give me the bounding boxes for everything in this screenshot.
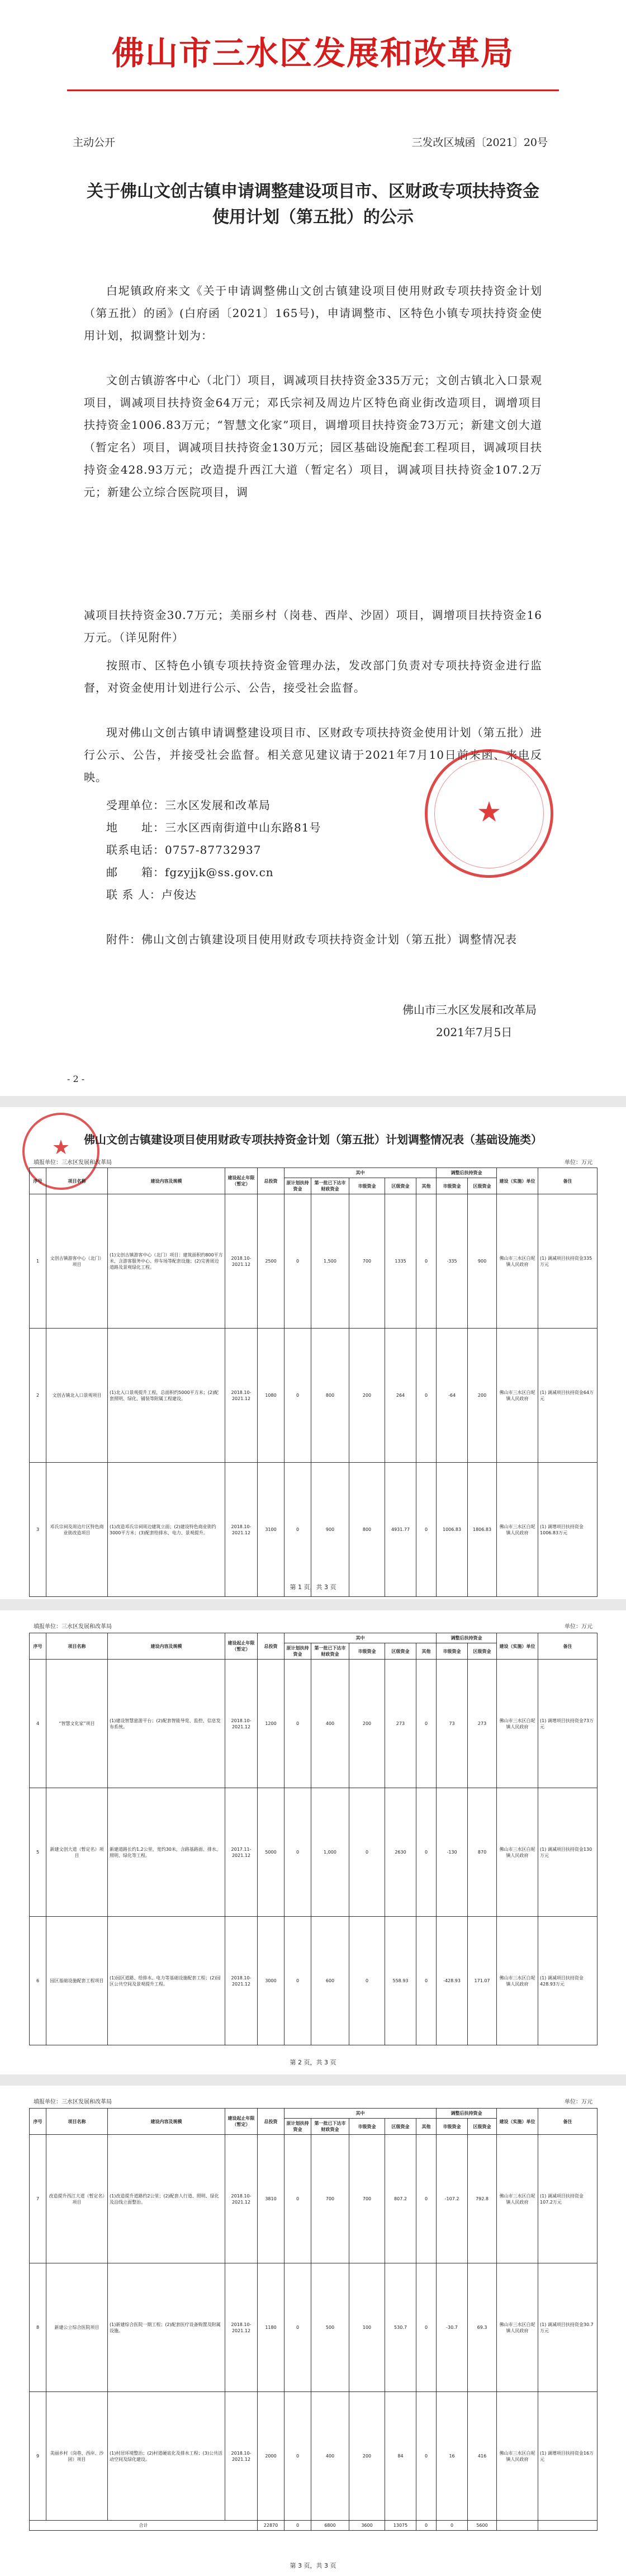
cell-remark: (1) 调减项目扶持资金428.93万元 [538, 1917, 597, 2045]
header-content: 建设内容及规模 [108, 2109, 225, 2135]
cell-total: 2500 [258, 1194, 284, 1329]
document-title: 关于佛山文创古镇申请调整建设项目市、区财政专项扶持资金使用计划（第五批）的公示 [87, 182, 539, 227]
cell-dist: 1335 [385, 1194, 416, 1329]
cell-note: 200 [468, 1329, 497, 1463]
cell-period: 2018.10-2021.12 [225, 2135, 258, 2263]
cell-content: (1)新建综合医院一期工程；(2)配套医疗设备购置及附属设施。 [108, 2263, 225, 2392]
cell-remark: (1) 调减项目扶持资金64万元 [538, 1329, 597, 1463]
cell-name: 美丽乡村（岗巷、西岸、沙固）项目 [46, 2392, 108, 2521]
cell-name: 文创古镇北入口景观项目 [46, 1329, 108, 1463]
cell-plan: 0 [284, 1660, 311, 1788]
cell-period: 2017.11-2021.12 [225, 1788, 258, 1917]
page-gap [0, 2074, 626, 2086]
cell-city: 200 [349, 1329, 385, 1463]
cell-seq: 9 [30, 2392, 46, 2521]
table-row [30, 1788, 597, 1917]
page-gap [0, 1096, 626, 1107]
cell-total: 2000 [258, 2392, 284, 2521]
cell-other: 0 [416, 1660, 437, 1788]
attachment-line: 附件：佛山文创古镇建设项目使用财政专项扶持资金计划（第五批）调整情况表 [106, 933, 517, 946]
cell-remark: (1) 调增项目扶持资金16万元 [538, 2392, 597, 2521]
paragraph-3: 减项目扶持资金30.7万元；美丽乡村（岗巷、西岸、沙固）项目，调增项目扶持资金16万元。（详见附件） [84, 608, 542, 644]
table-body [30, 2135, 597, 2521]
cell-adj: 400 [311, 1660, 349, 1788]
cell-name: 文创古镇游客中心（北门）项目 [46, 1194, 108, 1329]
page-number: - 2 - [67, 1074, 85, 1084]
header-dist: 区级资金 [385, 1178, 416, 1194]
cell-other: 0 [416, 1194, 437, 1329]
header-after: 调整后扶持资金 [437, 2109, 497, 2119]
cell-adj: 500 [311, 2263, 349, 2392]
cell-remark: (1) 调增项目扶持资金73万元 [538, 1660, 597, 1788]
paragraph-2: 文创古镇游客中心（北门）项目，调减项目扶持资金335万元；文创古镇北入口景观项目，调减项目扶持资金64万元；邓氏宗祠及周边片区特色商业街改造项目，调增项目扶持资金1006.83万元；“智慧文化家”项目，调增项目扶持资金73万元；新建文创大道（暂定名）项目，调减项目扶持资金130万元；园区基础设施配套工程项目，调减项目扶持资金428.93万元；改造提升西江大道（暂定名）项目，调减项目扶持资金107.2万元；新建公立综合医院项目，调 [84, 374, 542, 499]
table-footer: 第 1 页，共 3 页 [290, 1584, 336, 1591]
header-note: 备注 [538, 1633, 597, 1660]
cell-dist: 558.93 [385, 1917, 416, 2045]
cell-content: (1)改造提升道路约2公里；(2)配套人行道、照明、绿化及沿线立面整治。 [108, 2135, 225, 2263]
cell-city: 200 [349, 2392, 385, 2521]
cell-unit: 佛山市三水区白坭镇人民政府 [497, 2392, 538, 2521]
cell-other: 0 [416, 2263, 437, 2392]
cell-name: 园区基础设施配套工程项目 [46, 1917, 108, 2045]
cell-plan: 0 [284, 1917, 311, 2045]
funding-table-3 [29, 2108, 597, 2531]
cell-after: -428.93 [437, 1917, 468, 2045]
cell-after: -30.7 [437, 2263, 468, 2392]
cell-remark: (1) 调增项目扶持资金1006.83万元 [538, 1463, 597, 1597]
total-row [30, 2521, 597, 2531]
cell-after: 16 [437, 2392, 468, 2521]
header-adj: 第一批已下达市财政资金 [311, 1643, 349, 1660]
cell-name: “智慧文化家”项目 [46, 1660, 108, 1788]
cell-note: 69.3 [468, 2263, 497, 2392]
cell-dist: 530.7 [385, 2263, 416, 2392]
table-unit-label: 填报单位：三水区发展和改革局 [34, 1160, 112, 1166]
header-city: 市级资金 [437, 2119, 468, 2135]
cell-city: 700 [349, 2135, 385, 2263]
cell-adj: 600 [311, 1917, 349, 2045]
cell-seq: 6 [30, 1917, 46, 2045]
publicity-label: 主动公开 [73, 136, 116, 149]
cell-total: 3000 [258, 1917, 284, 2045]
header-seq: 序号 [30, 1633, 46, 1660]
cell-content: (1)建设智慧旅游平台；(2)配套智能导览、监控、信息发布系统。 [108, 1660, 225, 1788]
header-seq: 序号 [30, 1168, 46, 1194]
funding-table-1 [29, 1168, 597, 1597]
cell-adj: 1,000 [311, 1788, 349, 1917]
cell-seq: 4 [30, 1660, 46, 1788]
table-page-1 [0, 1107, 626, 1599]
table-unit-right: 单位：万元 [565, 1160, 592, 1166]
header-after: 调整后扶持资金 [437, 1168, 497, 1178]
header-other: 其他 [416, 2119, 437, 2135]
table-row [30, 2135, 597, 2263]
header-content: 建设内容及规模 [108, 1168, 225, 1194]
cell-city: 0 [349, 1917, 385, 2045]
total-cell: 3600 [349, 2521, 385, 2531]
contact-email: 邮 箱：fgzyjjk@ss.gov.cn [106, 866, 274, 879]
table-row [30, 1463, 597, 1597]
cell-plan: 0 [284, 1788, 311, 1917]
paragraph-1: 白坭镇政府来文《关于申请调整佛山文创古镇建设项目使用财政专项扶持资金计划（第五批）的函》(白府函〔2021〕165号)，申请调整市、区特色小镇专项扶持资金使用计划，拟调整计划为： [84, 284, 542, 342]
cell-remark: (1) 调减项目扶持资金30.7万元 [538, 2263, 597, 2392]
cell-total: 1080 [258, 1329, 284, 1463]
header-other: 其他 [416, 1178, 437, 1194]
paragraph-4: 按照市、区特色小镇专项扶持资金管理办法，发改部门负责对专项扶持资金进行监督，对资金使用计划进行公示、公告，接受社会监督。 [84, 659, 542, 694]
cell-other: 0 [416, 2135, 437, 2263]
table-title: 佛山文创古镇建设项目使用财政专项扶持资金计划（第五批）计划调整情况表（基础设施类） [84, 1133, 542, 1146]
header-sub: 其中 [284, 1633, 437, 1643]
table-footer: 第 3 页，共 3 页 [290, 2562, 336, 2569]
cell-name: 新建公立综合医院项目 [46, 2263, 108, 2392]
agency-header: 佛山市三水区发展和改革局 [111, 34, 514, 72]
cell-dist: 273 [385, 1660, 416, 1788]
total-cell: 0 [416, 2521, 437, 2531]
cell-plan: 0 [284, 2135, 311, 2263]
cell-total: 1200 [258, 1660, 284, 1788]
cell-dist: 84 [385, 2392, 416, 2521]
doc-page-2 [0, 593, 626, 1096]
cell-content: 新建道路长约1.2公里，宽约30米，含路基路面、排水、照明、绿化等工程。 [108, 1788, 225, 1917]
cell-unit: 佛山市三水区白坭镇人民政府 [497, 1917, 538, 2045]
cell-after: -107.2 [437, 2135, 468, 2263]
table-unit-label: 填报单位：三水区发展和改革局 [34, 2099, 112, 2105]
header-city: 市级资金 [349, 1178, 385, 1194]
cell-dist: 264 [385, 1329, 416, 1463]
contact-phone: 联系电话：0757-87732937 [106, 843, 262, 857]
header-name: 项目名称 [46, 1633, 108, 1660]
cell-period: 2018.10-2021.12 [225, 1463, 258, 1597]
total-cell-empty [497, 2521, 538, 2531]
table-unit-label: 填报单位：三水区发展和改革局 [34, 1624, 112, 1630]
cell-period: 2018.10-2021.12 [225, 2392, 258, 2521]
cell-note: 870 [468, 1788, 497, 1917]
header-unit: 建设（实施）单位 [497, 1633, 538, 1660]
cell-seq: 5 [30, 1788, 46, 1917]
cell-name: 新建文创大道（暂定名）项目 [46, 1788, 108, 1917]
total-cell: 22870 [258, 2521, 284, 2531]
cell-other: 0 [416, 1463, 437, 1597]
header-dist: 区级资金 [468, 1643, 497, 1660]
table-unit-right: 单位：万元 [565, 1624, 592, 1630]
cell-unit: 佛山市三水区白坭镇人民政府 [497, 1329, 538, 1463]
contact-unit: 受理单位：三水区发展和改革局 [106, 798, 271, 812]
cell-note: 273 [468, 1660, 497, 1788]
header-after: 调整后扶持资金 [437, 1633, 497, 1643]
table-unit-right: 单位：万元 [565, 2099, 592, 2105]
table-row [30, 1329, 597, 1463]
cell-note: 1806.83 [468, 1463, 497, 1597]
cell-note: 900 [468, 1194, 497, 1329]
header-note: 备注 [538, 2109, 597, 2135]
cell-after: -335 [437, 1194, 468, 1329]
cell-after: -64 [437, 1329, 468, 1463]
cell-unit: 佛山市三水区白坭镇人民政府 [497, 2135, 538, 2263]
cell-period: 2018.10-2021.12 [225, 1660, 258, 1788]
header-dist: 区级资金 [468, 2119, 497, 2135]
cell-content: (1)村居环境整治；(2)村道硬底化及排水工程；(3)公共活动空间及绿化建设。 [108, 2392, 225, 2521]
total-cell: 13075 [385, 2521, 416, 2531]
cell-other: 0 [416, 1917, 437, 2045]
cell-plan: 0 [284, 1194, 311, 1329]
cell-seq: 8 [30, 2263, 46, 2392]
cell-content: (1)园区道路、给排水、电力等基础设施配套工程；(2)园区公共空间及景观提升工程。 [108, 1917, 225, 2045]
table-row [30, 1917, 597, 2045]
header-note: 备注 [538, 1168, 597, 1194]
doc-page-1 [0, 0, 626, 582]
header-adj: 第一批已下达市财政资金 [311, 2119, 349, 2135]
header-total: 总投资 [258, 1633, 284, 1660]
cell-name: 改造提升西江大道（暂定名）项目 [46, 2135, 108, 2263]
header-content: 建设内容及规模 [108, 1633, 225, 1660]
cell-period: 2018.10-2021.12 [225, 1329, 258, 1463]
header-plan: 原计划扶持资金 [284, 1178, 311, 1194]
cell-unit: 佛山市三水区白坭镇人民政府 [497, 1194, 538, 1329]
cell-dist: 4931.77 [385, 1463, 416, 1597]
cell-content: (1)北入口景观提升工程，总面积约5000平方米；(2)配套照明、绿化、铺装等附属工程建设。 [108, 1329, 225, 1463]
total-cell: 0 [284, 2521, 311, 2531]
header-adj: 第一批已下达市财政资金 [311, 1178, 349, 1194]
header-city: 市级资金 [437, 1643, 468, 1660]
table-body [30, 1660, 597, 2045]
red-divider [67, 89, 559, 91]
signing-organization: 佛山市三水区发展和改革局 [402, 1003, 537, 1017]
cell-plan: 0 [284, 1329, 311, 1463]
cell-city: 100 [349, 2263, 385, 2392]
cell-note: 416 [468, 2392, 497, 2521]
total-cell: 0 [437, 2521, 468, 2531]
seal-star-icon: ★ [476, 796, 502, 828]
cell-adj: 800 [311, 1329, 349, 1463]
signing-date: 2021年7月5日 [436, 1025, 513, 1039]
cell-unit: 佛山市三水区白坭镇人民政府 [497, 1788, 538, 1917]
header-city: 市级资金 [349, 1643, 385, 1660]
total-label: 合计 [30, 2521, 258, 2531]
cell-after: 73 [437, 1660, 468, 1788]
header-period: 建设起止年限（暂定） [225, 2109, 258, 2135]
cell-total: 3810 [258, 2135, 284, 2263]
cell-remark: (1) 调减项目扶持资金335万元 [538, 1194, 597, 1329]
cell-period: 2018.10-2021.12 [225, 1194, 258, 1329]
cell-content: (1)文创古镇游客中心（北门）项目：建筑面积约800平方米，含游客服务中心、停车场等配套设施；(2)完善周边道路及景观绿化工程。 [108, 1194, 225, 1329]
header-city: 市级资金 [437, 1178, 468, 1194]
cell-seq: 3 [30, 1463, 46, 1597]
cell-unit: 佛山市三水区白坭镇人民政府 [497, 1660, 538, 1788]
cell-unit: 佛山市三水区白坭镇人民政府 [497, 1463, 538, 1597]
header-sub: 其中 [284, 2109, 437, 2119]
cell-total: 3100 [258, 1463, 284, 1597]
header-dist: 区级资金 [385, 2119, 416, 2135]
cell-after: -130 [437, 1788, 468, 1917]
cell-remark: (1) 调减项目扶持资金107.2万元 [538, 2135, 597, 2263]
cell-content: (1)改造邓氏宗祠周边建筑立面；(2)建设特色商业街约3000平方米；(3)配套给排水、电力、景观提升。 [108, 1463, 225, 1597]
table-row [30, 1194, 597, 1329]
cell-seq: 1 [30, 1194, 46, 1329]
cell-plan: 0 [284, 1463, 311, 1597]
cell-total: 5000 [258, 1788, 284, 1917]
cell-plan: 0 [284, 2392, 311, 2521]
cell-adj: 700 [311, 2135, 349, 2263]
contact-address: 地 址：三水区西南街道中山东路81号 [106, 821, 321, 834]
header-plan: 原计划扶持资金 [284, 1643, 311, 1660]
funding-table-2 [29, 1633, 597, 2045]
table-footer: 第 2 页，共 3 页 [290, 2059, 336, 2066]
table-body [30, 1194, 597, 1597]
header-seq: 序号 [30, 2109, 46, 2135]
cell-note: 792.8 [468, 2135, 497, 2263]
table-row [30, 2392, 597, 2521]
cell-period: 2018.10-2021.12 [225, 2263, 258, 2392]
paragraph-5: 现对佛山文创古镇申请调整建设项目市、区财政专项扶持资金使用计划（第五批）进行公示、公告，并接受社会监督。相关意见建议请于2021年7月10日前来函、来电反映。 [84, 726, 542, 784]
cell-unit: 佛山市三水区白坭镇人民政府 [497, 2263, 538, 2392]
cell-total: 1180 [258, 2263, 284, 2392]
header-total: 总投资 [258, 2109, 284, 2135]
table-page-3 [0, 2086, 626, 2576]
cell-city: 0 [349, 1788, 385, 1917]
total-cell: 6800 [311, 2521, 349, 2531]
cell-other: 0 [416, 2392, 437, 2521]
header-period: 建设起止年限（暂定） [225, 1168, 258, 1194]
cell-dist: 807.2 [385, 2135, 416, 2263]
cell-seq: 2 [30, 1329, 46, 1463]
table-page-2 [0, 1610, 626, 2074]
doc-number: 三发改区城函〔2021〕20号 [411, 136, 548, 149]
official-seal [425, 749, 553, 878]
cell-seq: 7 [30, 2135, 46, 2263]
cell-other: 0 [416, 1329, 437, 1463]
cell-note: 171.07 [468, 1917, 497, 2045]
total-cell: 5600 [468, 2521, 497, 2531]
header-unit: 建设（实施）单位 [497, 1168, 538, 1194]
table-row [30, 2263, 597, 2392]
cell-other: 0 [416, 1788, 437, 1917]
cell-period: 2018.10-2021.12 [225, 1917, 258, 2045]
header-name: 项目名称 [46, 1168, 108, 1194]
cell-city: 800 [349, 1463, 385, 1597]
cell-remark: (1) 调减项目扶持资金130万元 [538, 1788, 597, 1917]
cell-city: 700 [349, 1194, 385, 1329]
cell-dist: 2630 [385, 1788, 416, 1917]
cell-adj: 400 [311, 2392, 349, 2521]
page-gap [0, 1599, 626, 1610]
header-unit: 建设（实施）单位 [497, 2109, 538, 2135]
header-plan: 原计划扶持资金 [284, 2119, 311, 2135]
header-city: 市级资金 [349, 2119, 385, 2135]
header-period: 建设起止年限（暂定） [225, 1633, 258, 1660]
table-row [30, 1660, 597, 1788]
seal-star-icon: ★ [51, 1136, 70, 1159]
header-other: 其他 [416, 1643, 437, 1660]
header-total: 总投资 [258, 1168, 284, 1194]
contact-person: 联 系 人：卢俊达 [106, 888, 197, 901]
header-dist: 区级资金 [385, 1643, 416, 1660]
cell-plan: 0 [284, 2263, 311, 2392]
header-dist: 区级资金 [468, 1178, 497, 1194]
cell-name: 邓氏宗祠及周边片区特色商业街改造项目 [46, 1463, 108, 1597]
cell-city: 200 [349, 1660, 385, 1788]
total-cell-empty [538, 2521, 597, 2531]
cell-after: 1006.83 [437, 1463, 468, 1597]
header-name: 项目名称 [46, 2109, 108, 2135]
cell-adj: 1,500 [311, 1194, 349, 1329]
cell-adj: 900 [311, 1463, 349, 1597]
header-sub: 其中 [284, 1168, 437, 1178]
